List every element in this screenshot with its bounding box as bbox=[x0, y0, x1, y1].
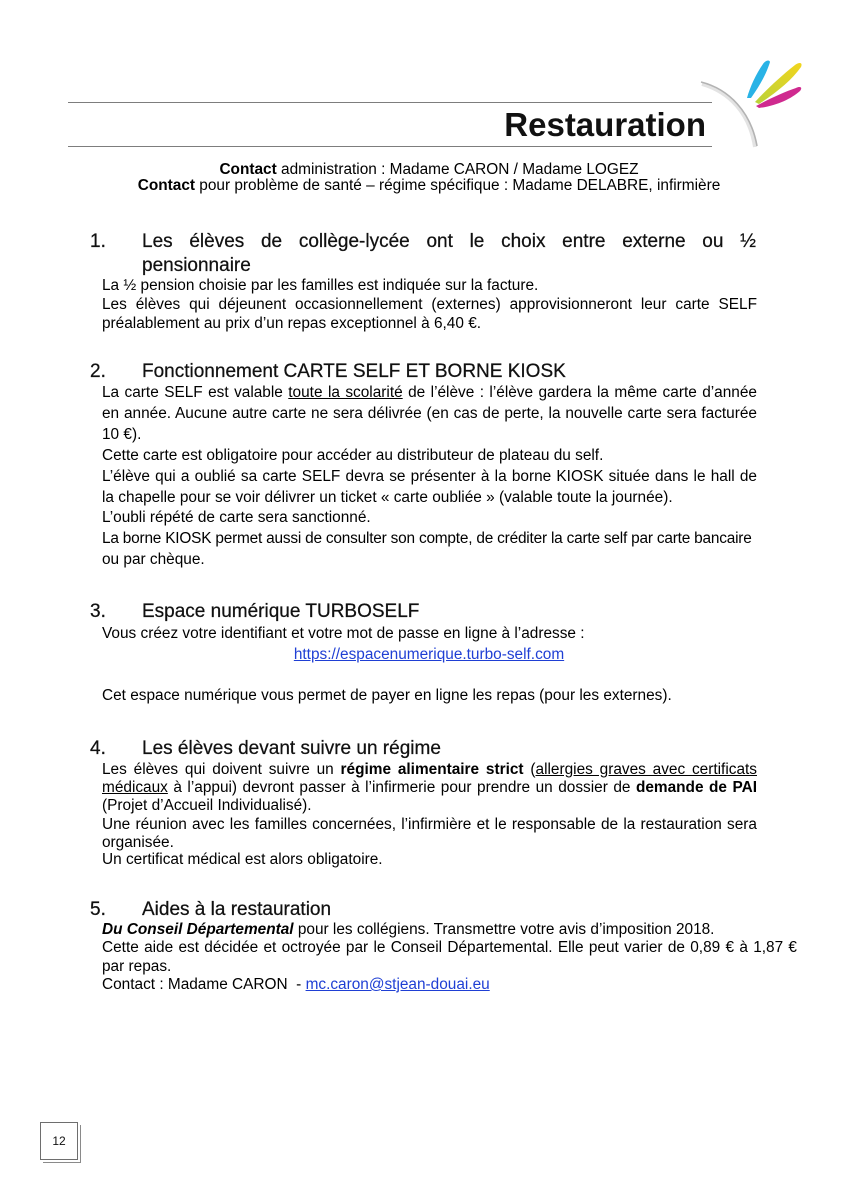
section-1-line: préalablement au prix d’un repas exceptionnel à 6,40 €. bbox=[102, 315, 482, 332]
section-5-contact-line bbox=[102, 976, 490, 994]
text-run: Les élèves qui doivent suivre un bbox=[102, 761, 341, 778]
section-4-line: Un certificat médical est alors obligatoire. bbox=[102, 851, 383, 868]
text-run: ( bbox=[523, 761, 536, 778]
section-title: Espace numérique TURBOSELF bbox=[142, 601, 420, 622]
section-number: 1. bbox=[90, 231, 106, 252]
turboself-url-link[interactable]: https://espacenumerique.turbo-self.com bbox=[293, 646, 565, 663]
section-2-line: la chapelle pour se voir délivrer un ticket « carte oubliée » (valable toute la journée). bbox=[102, 489, 673, 506]
contact-line-health bbox=[68, 177, 790, 195]
logo-arc-shadow bbox=[702, 84, 755, 147]
underlined-text: toute la scolarité bbox=[288, 384, 403, 401]
page-number-box bbox=[40, 1122, 78, 1160]
page-number: 12 bbox=[52, 1134, 66, 1148]
header-top-rule bbox=[68, 102, 712, 103]
section-3-link-line bbox=[68, 646, 790, 664]
section-number: 4. bbox=[90, 738, 106, 759]
section-2-line: L’oubli répété de carte sera sanctionné. bbox=[102, 509, 371, 526]
text-run: de l’élève : l’élève gardera la même carte d’année bbox=[402, 384, 757, 401]
section-4-line: organisée. bbox=[102, 834, 174, 851]
section-title: Les élèves de collège-lycée ont le choix entre externe ou ½ bbox=[142, 231, 756, 252]
section-title: Les élèves devant suivre un régime bbox=[142, 738, 441, 759]
section-2-line bbox=[102, 384, 757, 402]
logo-arc bbox=[701, 82, 757, 146]
section-number: 3. bbox=[90, 601, 106, 622]
section-2-line: Cette carte est obligatoire pour accéder au distributeur de plateau du self. bbox=[102, 447, 604, 464]
bold-text: demande de PAI bbox=[635, 779, 757, 796]
section-number: 2. bbox=[90, 361, 106, 382]
section-title: Fonctionnement CARTE SELF ET BORNE KIOSK bbox=[142, 361, 566, 382]
bold-italic-text: Du Conseil Départemental bbox=[102, 921, 294, 938]
bold-text: régime alimentaire strict bbox=[340, 761, 524, 778]
contact-label: Contact bbox=[219, 161, 277, 178]
section-4-line: (Projet d’Accueil Individualisé). bbox=[102, 797, 312, 814]
underlined-text: médicaux bbox=[102, 779, 168, 796]
contact-text: pour problème de santé – régime spécifique : Madame DELABRE, infirmière bbox=[195, 177, 721, 194]
text-run: La carte SELF est valable bbox=[102, 384, 289, 401]
section-4-line bbox=[102, 779, 757, 797]
section-3-line: Cet espace numérique vous permet de payer en ligne les repas (pour les externes). bbox=[102, 687, 672, 704]
school-logo bbox=[695, 50, 820, 150]
underlined-text: allergies graves avec certificats bbox=[535, 761, 757, 778]
section-title: Aides à la restauration bbox=[142, 899, 332, 920]
section-5-line: par repas. bbox=[102, 958, 172, 975]
page-title: Restauration bbox=[504, 106, 706, 143]
contact-label: Contact bbox=[137, 177, 196, 194]
section-2-line: L’élève qui a oublié sa carte SELF devra se présenter à la borne KIOSK située dans le hall de bbox=[102, 468, 757, 485]
contact-text: administration : Madame CARON / Madame LOGEZ bbox=[276, 161, 639, 178]
section-title-continued: pensionnaire bbox=[142, 255, 251, 276]
section-2-line: La borne KIOSK permet aussi de consulter son compte, de créditer la carte self par carte bancaire bbox=[102, 530, 752, 547]
email-link[interactable]: mc.caron@stjean-douai.eu bbox=[305, 976, 490, 993]
header-bottom-rule bbox=[68, 146, 712, 147]
section-5-line bbox=[102, 921, 714, 939]
text-run: pour les collégiens. Transmettre votre avis d’imposition 2018. bbox=[293, 921, 715, 938]
section-2-line: ou par chèque. bbox=[102, 551, 205, 568]
section-2-line: 10 €). bbox=[102, 426, 142, 443]
section-4-line bbox=[102, 761, 757, 779]
section-1-line: Les élèves qui déjeunent occasionnellement (externes) approvisionneront leur carte SELF bbox=[102, 296, 757, 313]
section-4-line: Une réunion avec les familles concernées, l’infirmière et le responsable de la restauration sera bbox=[102, 816, 757, 833]
text-run: à l’appui) devront passer à l’infirmerie pour prendre un dossier de bbox=[167, 779, 636, 796]
section-5-line: Cette aide est décidée et octroyée par le Conseil Départemental. Elle peut varier de 0,89 € à 1,87 € bbox=[102, 939, 797, 956]
section-3-line: Vous créez votre identifiant et votre mot de passe en ligne à l’adresse : bbox=[102, 625, 585, 642]
section-number: 5. bbox=[90, 899, 106, 920]
section-2-line: en année. Aucune autre carte ne sera délivrée (en cas de perte, la nouvelle carte sera facturée bbox=[102, 405, 757, 422]
section-1-line: La ½ pension choisie par les familles est indiquée sur la facture. bbox=[102, 277, 539, 294]
text-run: Contact : Madame CARON - bbox=[102, 976, 306, 993]
